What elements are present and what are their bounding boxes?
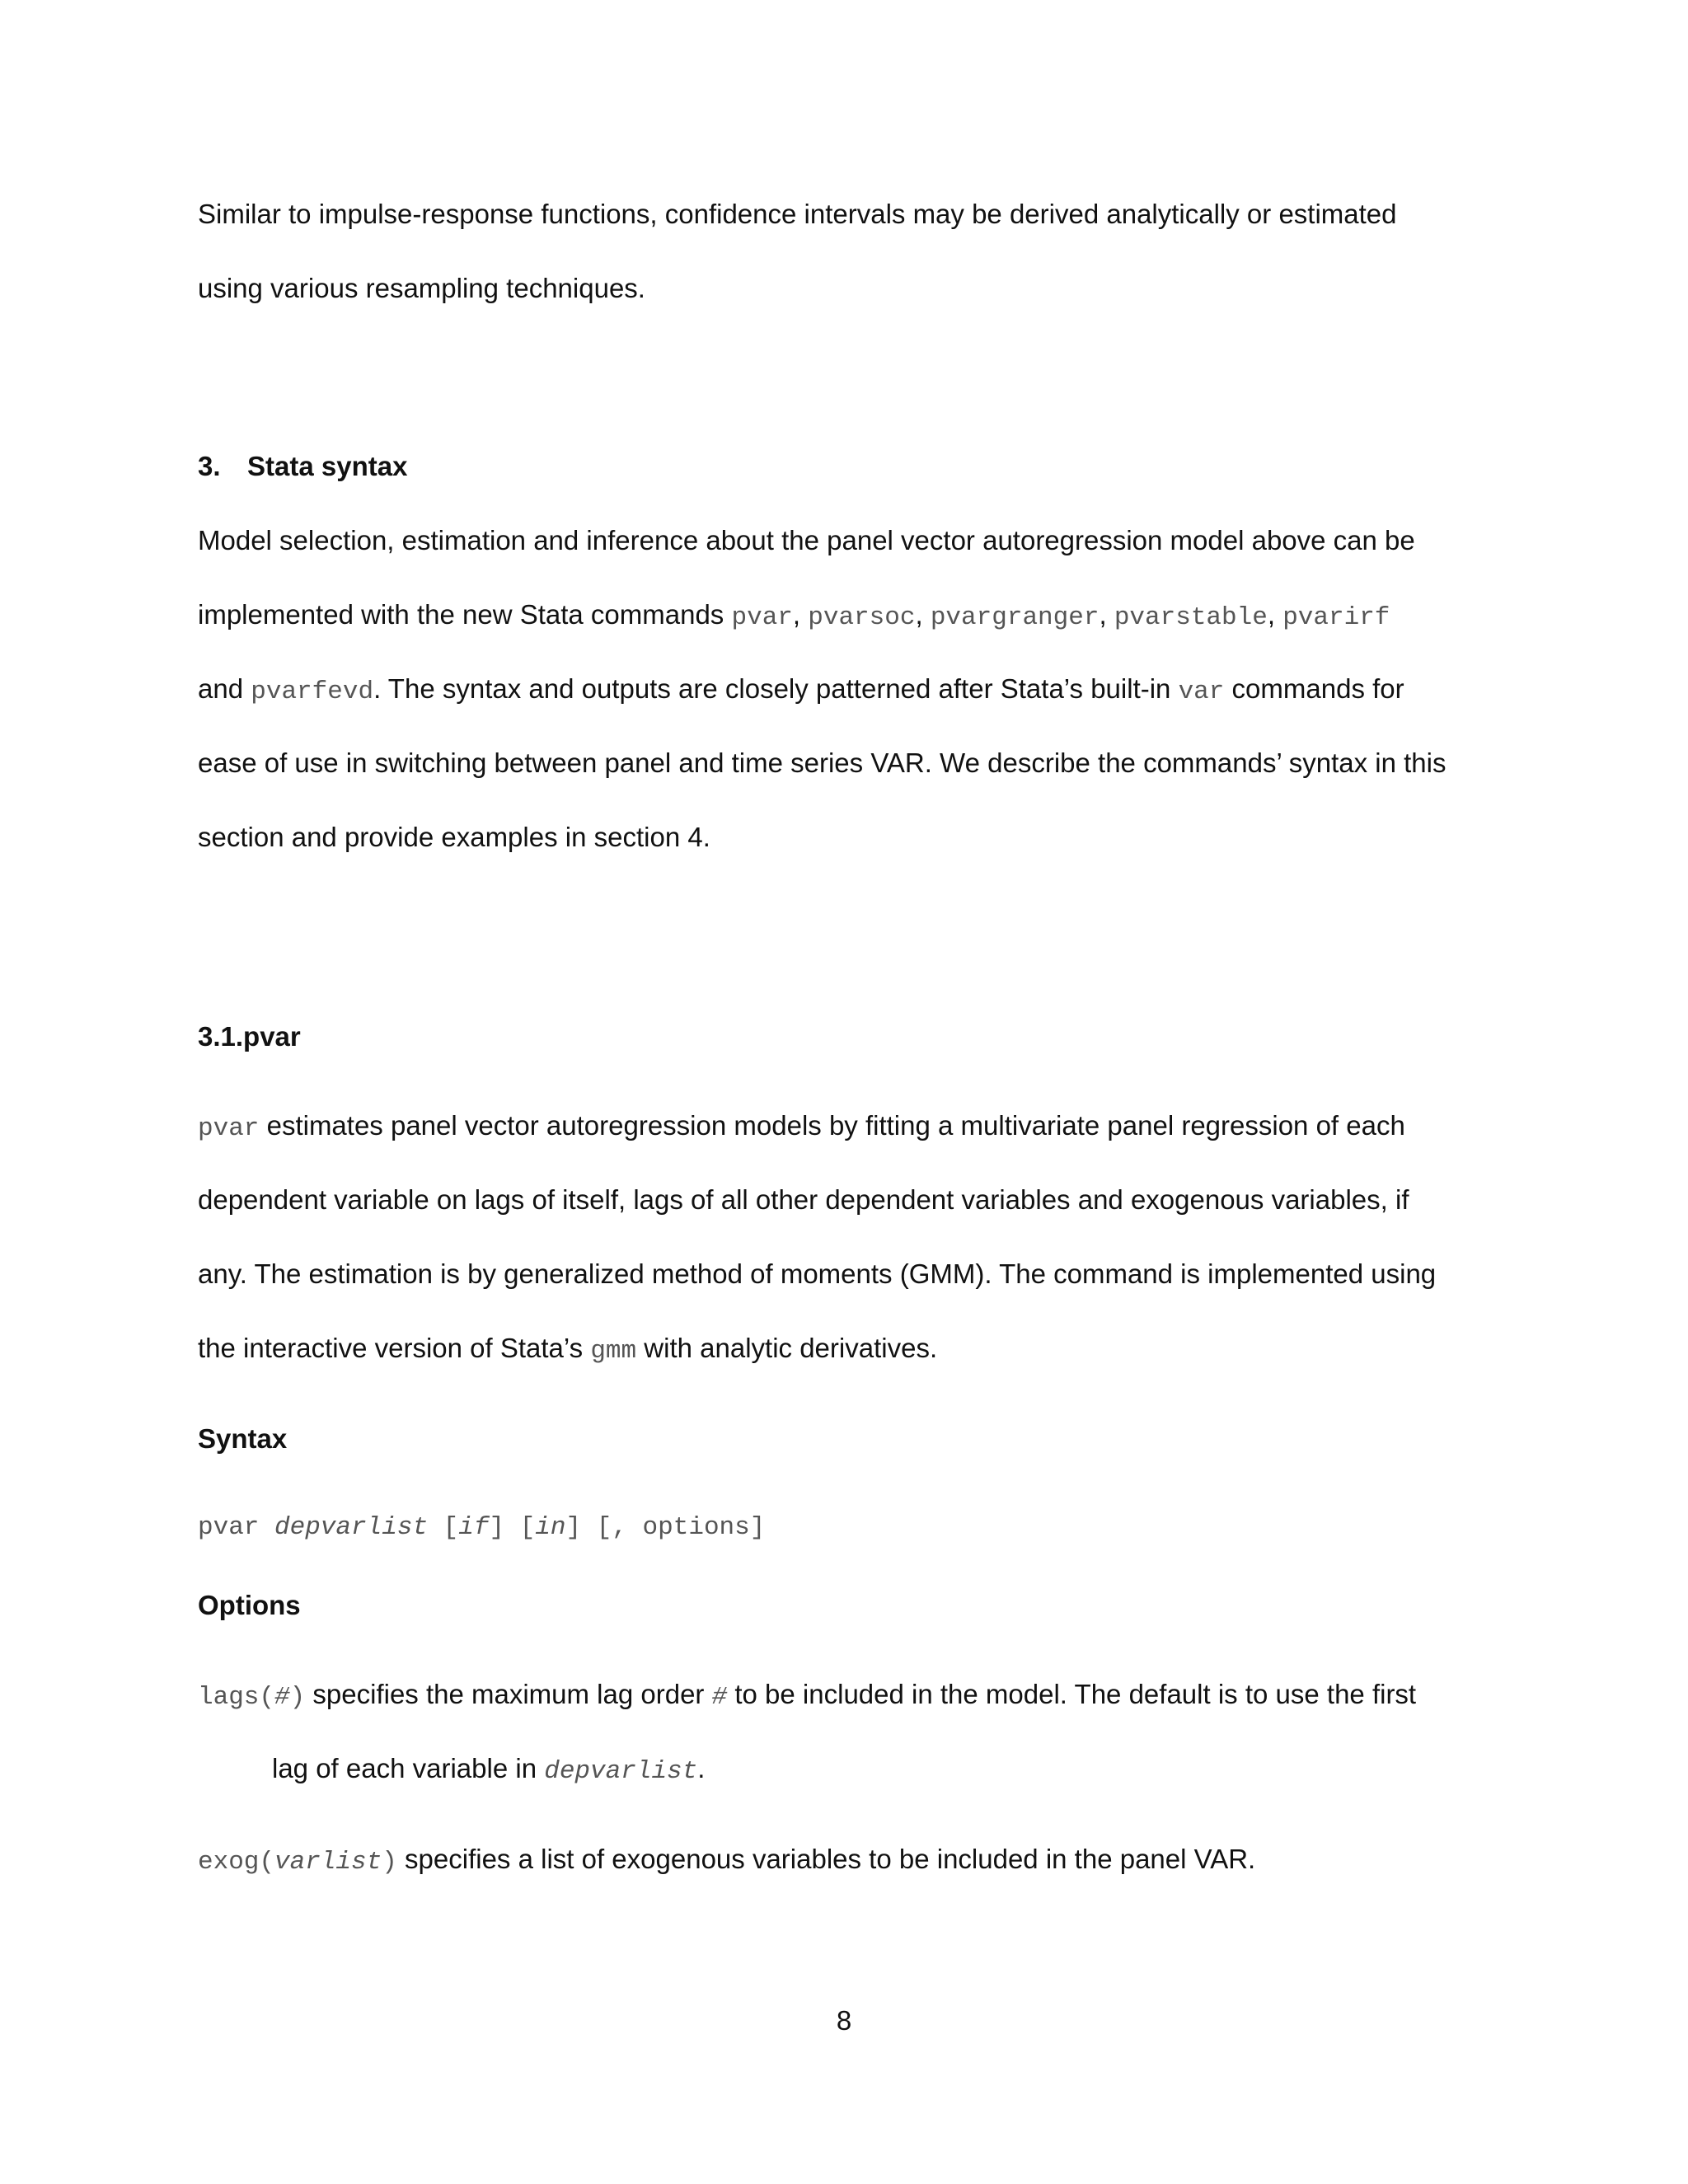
section-3-line-4: ease of use in switching between panel and time series VAR. We describe the commands’ syntax in this (198, 748, 1447, 778)
section-3-1-title: pvar (243, 1021, 301, 1052)
text-span: . (697, 1753, 706, 1783)
cmd-pvar: pvar (731, 603, 793, 632)
comma: , (1099, 599, 1114, 630)
intro-line-2: using various resampling techniques. (198, 273, 645, 303)
text-span: specifies a list of exogenous variables to be included in the panel VAR. (396, 1844, 1256, 1874)
option-lags: lags( (198, 1683, 275, 1712)
intro-line-1: Similar to impulse-response functions, confidence intervals may be derived analytically or estimated (198, 199, 1397, 229)
cmd-pvarstable: pvarstable (1114, 603, 1268, 632)
section-3-line-2 (198, 598, 1390, 635)
section-3-1-line-4 (198, 1332, 937, 1368)
option-lags-close: ) (289, 1683, 306, 1712)
option-exog-close: ) (382, 1848, 397, 1877)
syntax-cmd: pvar (198, 1513, 275, 1542)
cmd-pvar: pvar (198, 1114, 260, 1143)
section-3-1-line-2: dependent variable on lags of itself, lags of all other dependent variables and exogenous variables, if (198, 1184, 1409, 1215)
syntax-bracket: [ (428, 1513, 459, 1542)
syntax-line (198, 1508, 765, 1544)
text-span: the interactive version of Stata’s (198, 1333, 591, 1363)
comma: , (915, 599, 931, 630)
cmd-gmm: gmm (590, 1337, 637, 1366)
syntax-heading: Syntax (198, 1423, 288, 1454)
lags-hash: # (711, 1683, 728, 1712)
syntax-bracket: ] [, options] (565, 1513, 766, 1542)
section-3-1-line-1 (198, 1109, 1405, 1146)
option-exog-line (198, 1843, 1255, 1879)
option-lags-line-2 (272, 1752, 705, 1788)
comma: , (1267, 599, 1283, 630)
text-span: implemented with the new Stata commands (198, 599, 732, 630)
syntax-if: if (458, 1513, 490, 1542)
text-span: commands for (1224, 673, 1404, 704)
cmd-var: var (1178, 677, 1225, 706)
section-3-title: Stata syntax (247, 451, 408, 481)
option-lags-line-1 (198, 1678, 1416, 1714)
text-span: specifies the maximum lag order (305, 1679, 712, 1709)
cmd-pvargranger: pvargranger (930, 603, 1100, 632)
option-lags-arg: # (274, 1683, 290, 1712)
section-3-1-line-3: any. The estimation is by generalized method of moments (GMM). The command is implemented using (198, 1258, 1437, 1289)
cmd-pvarirf: pvarirf (1282, 603, 1390, 632)
text-span: with analytic derivatives. (636, 1333, 938, 1363)
section-3-1-number: 3.1. (198, 1021, 244, 1052)
option-exog-arg: varlist (274, 1848, 382, 1877)
section-3-1-heading (198, 1020, 301, 1053)
options-heading: Options (198, 1590, 301, 1620)
section-3-line-5: section and provide examples in section 4. (198, 822, 710, 852)
comma: , (792, 599, 809, 630)
text-span: lag of each variable in (272, 1753, 545, 1783)
text-span: and (198, 673, 251, 704)
cmd-pvarsoc: pvarsoc (808, 603, 916, 632)
option-exog: exog( (198, 1848, 275, 1877)
text-span: estimates panel vector autoregression models by fitting a multivariate panel regression of each (259, 1110, 1405, 1141)
section-3-line-3 (198, 673, 1404, 709)
text-span: . The syntax and outputs are closely patterned after Stata’s built-in (373, 673, 1179, 704)
syntax-bracket: ] [ (489, 1513, 536, 1542)
section-3-heading (198, 450, 407, 483)
syntax-in: in (535, 1513, 566, 1542)
cmd-pvarfevd: pvarfevd (251, 677, 374, 706)
section-3-line-1: Model selection, estimation and inference about the panel vector autoregression model above can be (198, 525, 1415, 555)
syntax-depvarlist: depvarlist (274, 1513, 429, 1542)
page-number: 8 (836, 2005, 852, 2036)
depvarlist-ref: depvarlist (544, 1757, 698, 1786)
text-span: to be included in the model. The default is to use the first (727, 1679, 1417, 1709)
section-3-number: 3. (198, 451, 221, 481)
